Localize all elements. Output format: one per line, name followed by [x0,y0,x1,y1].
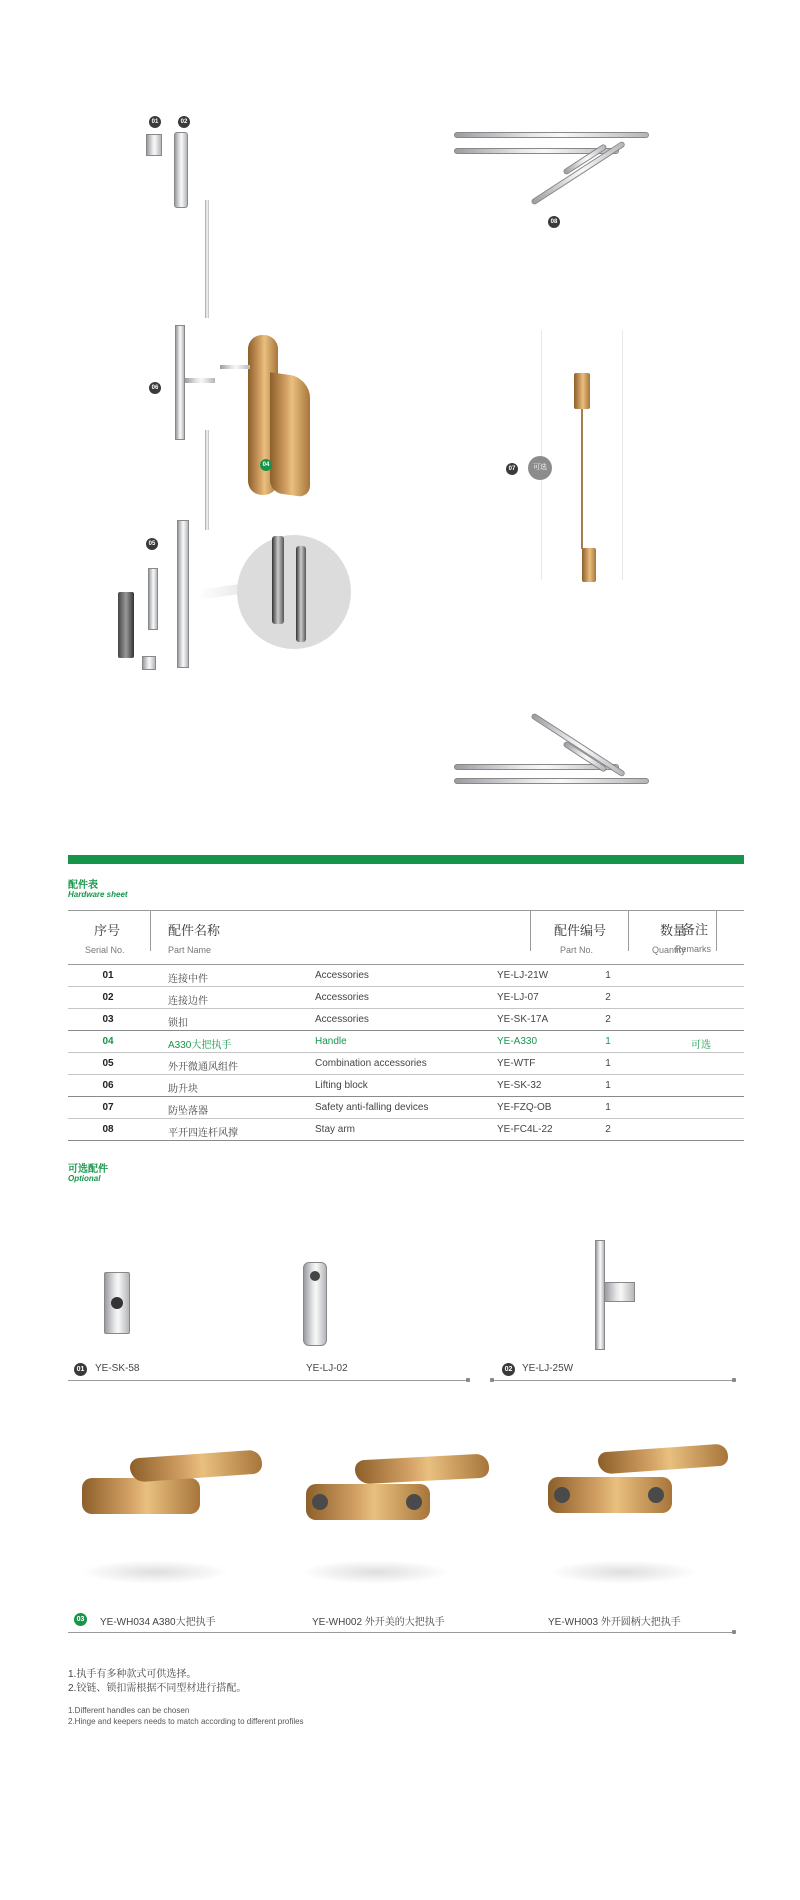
connector-part [174,132,188,208]
table-row: 01 连接中件 Accessories YE-LJ-21W 1 [68,965,744,987]
hardware-table [68,910,744,1141]
drive-rod-lower [205,430,209,530]
anti-fall-bottom-block [582,548,596,582]
note-cn-2: 2.铰链、锁扣需根据不同型材进行搭配。 [68,1683,247,1694]
handle-wh003-base [548,1477,672,1513]
table-row: 02 连接边件 Accessories YE-LJ-07 2 [68,987,744,1009]
handle-wh002-lever [354,1454,489,1485]
badge-03: 03 [74,1613,87,1626]
callout-04: 04 [260,459,272,471]
row2-rule [68,1632,736,1633]
label-ye-wh003: YE-WH003 外开圆柄大把执手 [548,1617,681,1628]
handle-wh002-base [306,1484,430,1520]
handle-wh034-base [82,1478,200,1514]
spindle-part [185,378,215,383]
label-ye-sk-58: YE-SK-58 [95,1363,140,1374]
lock-body-dark [118,592,134,658]
section-band [68,855,744,864]
callout-01: 01 [149,116,161,128]
table-row: 08 平开四连杆风撑 Stay arm YE-FC4L-22 2 [68,1119,744,1141]
callout-05: 05 [146,538,158,550]
keeper-block [142,656,156,670]
table-row: 06 助升块 Lifting block YE-SK-32 1 [68,1075,744,1097]
note-en-1: 1.Different handles can be chosen [68,1706,190,1715]
badge-02: 02 [502,1363,515,1376]
stay-arm-top [454,128,654,208]
label-ye-lj-02: YE-LJ-02 [306,1363,348,1374]
lock-bar [148,568,158,630]
header-name: 配件名称 Part Name [168,923,221,955]
note-en-2: 2.Hinge and keepers needs to match according to different profiles [68,1717,304,1726]
anti-fall-cable [581,409,583,549]
label-ye-wh034: YE-WH034 A380大把执手 [100,1617,216,1628]
optional-tag: 可选 [528,456,552,480]
product-ye-lj-25w [595,1240,605,1350]
lock-rail [177,520,189,668]
handle-lever [270,372,310,498]
optional-title-en: Optional [68,1174,101,1183]
label-ye-lj-25w: YE-LJ-25W [522,1363,574,1374]
drive-rod-upper [205,200,209,318]
product-ye-lj-02 [303,1262,327,1346]
callout-06: 06 [149,382,161,394]
sheet-title-en: Hardware sheet [68,890,128,899]
header-remarks-cn: 备注 [682,922,709,937]
header-serial: 序号 Serial No. [85,923,125,955]
handle-wh034-lever [129,1449,262,1482]
label-ye-wh002: YE-WH002 外开美的大把执手 [312,1617,445,1628]
header-part-no: 配件编号 Part No. [554,923,607,955]
header-remarks-en: Remarks [675,944,712,954]
row1-rule-right [490,1380,736,1381]
table-row: 03 锁扣 Accessories YE-SK-17A 2 [68,1009,744,1031]
handle-wh003-lever [597,1443,728,1474]
table-row-highlight: 04 A330大把执手 Handle YE-A330 1 可选 [68,1031,744,1053]
lock-block-part [146,134,162,156]
note-cn-1: 1.执手有多种款式可供选择。 [68,1669,197,1680]
anti-fall-top-block [574,373,590,409]
callout-07: 07 [506,463,518,475]
hardware-diagram [0,0,800,800]
gearbox-part [175,325,185,440]
table-header [68,910,744,965]
row1-rule-left [68,1380,470,1381]
frame-line-right [622,330,623,580]
callout-02: 02 [178,116,190,128]
badge-01: 01 [74,1363,87,1376]
table-row: 07 防坠落器 Safety anti-falling devices YE-FZQ-OB 1 [68,1097,744,1119]
header-quantity: 数量 Quantity [652,923,687,955]
handle-spindle [220,365,250,369]
zoom-mechanism-left [272,536,284,624]
notes-en [68,1705,304,1727]
zoom-detail-circle [237,535,351,649]
frame-line-left [541,330,542,580]
callout-08-top: 08 [548,216,560,228]
product-ye-sk-58 [104,1272,130,1334]
optional-title-cn: 可选配件 [68,1164,108,1175]
notes-cn [68,1668,246,1696]
stay-arm-bottom [454,712,654,792]
product-ye-lj-25w-arm [605,1282,635,1302]
zoom-mechanism-right [296,546,306,642]
table-row: 05 外开微通风组件 Combination accessories YE-WTF 1 [68,1053,744,1075]
sheet-title-cn: 配件表 [68,880,98,891]
header-remarks [716,911,744,964]
